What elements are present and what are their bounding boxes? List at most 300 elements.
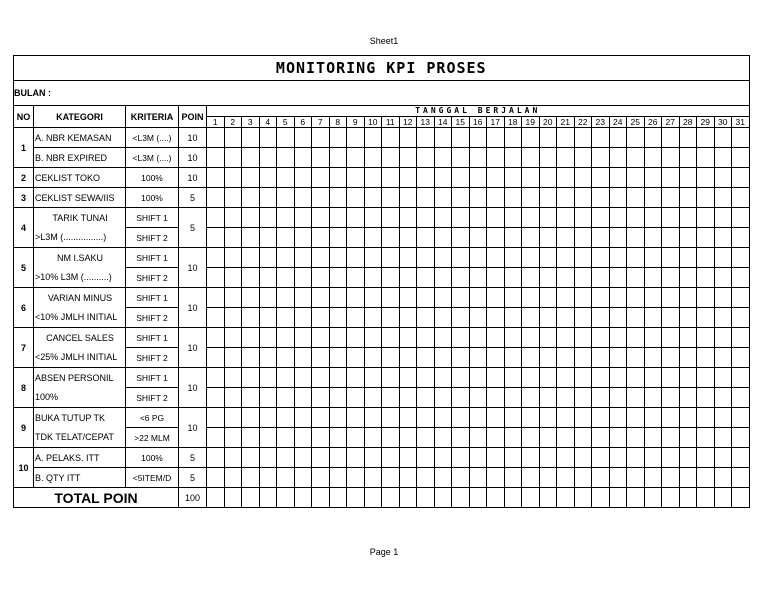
day-entry-cell[interactable] <box>697 228 715 248</box>
day-entry-cell[interactable] <box>609 288 627 308</box>
day-entry-cell[interactable] <box>294 228 312 248</box>
day-entry-cell[interactable] <box>644 488 662 508</box>
day-entry-cell[interactable] <box>487 488 505 508</box>
day-entry-cell[interactable] <box>417 468 435 488</box>
day-entry-cell[interactable] <box>382 388 400 408</box>
day-entry-cell[interactable] <box>592 148 610 168</box>
day-entry-cell[interactable] <box>574 308 592 328</box>
day-entry-cell[interactable] <box>487 248 505 268</box>
day-entry-cell[interactable] <box>399 188 417 208</box>
day-entry-cell[interactable] <box>224 428 242 448</box>
day-entry-cell[interactable] <box>679 488 697 508</box>
day-entry-cell[interactable] <box>539 208 557 228</box>
day-entry-cell[interactable] <box>697 448 715 468</box>
day-entry-cell[interactable] <box>224 368 242 388</box>
day-entry-cell[interactable] <box>574 208 592 228</box>
day-entry-cell[interactable] <box>487 208 505 228</box>
day-entry-cell[interactable] <box>364 168 382 188</box>
day-entry-cell[interactable] <box>627 308 645 328</box>
day-entry-cell[interactable] <box>557 328 575 348</box>
day-entry-cell[interactable] <box>469 268 487 288</box>
day-entry-cell[interactable] <box>312 428 330 448</box>
day-entry-cell[interactable] <box>539 308 557 328</box>
day-entry-cell[interactable] <box>312 328 330 348</box>
day-entry-cell[interactable] <box>224 228 242 248</box>
day-entry-cell[interactable] <box>679 388 697 408</box>
day-entry-cell[interactable] <box>557 148 575 168</box>
day-entry-cell[interactable] <box>522 388 540 408</box>
day-entry-cell[interactable] <box>644 328 662 348</box>
day-entry-cell[interactable] <box>662 328 680 348</box>
day-entry-cell[interactable] <box>714 168 732 188</box>
day-entry-cell[interactable] <box>434 408 452 428</box>
day-entry-cell[interactable] <box>469 168 487 188</box>
day-entry-cell[interactable] <box>277 368 295 388</box>
day-entry-cell[interactable] <box>679 248 697 268</box>
day-entry-cell[interactable] <box>662 128 680 148</box>
day-entry-cell[interactable] <box>347 348 365 368</box>
day-entry-cell[interactable] <box>469 448 487 468</box>
day-entry-cell[interactable] <box>452 388 470 408</box>
day-entry-cell[interactable] <box>574 168 592 188</box>
day-entry-cell[interactable] <box>224 308 242 328</box>
day-entry-cell[interactable] <box>697 328 715 348</box>
day-entry-cell[interactable] <box>452 208 470 228</box>
day-entry-cell[interactable] <box>329 268 347 288</box>
day-entry-cell[interactable] <box>644 388 662 408</box>
day-entry-cell[interactable] <box>347 368 365 388</box>
day-entry-cell[interactable] <box>207 268 225 288</box>
day-entry-cell[interactable] <box>364 288 382 308</box>
day-entry-cell[interactable] <box>662 428 680 448</box>
day-entry-cell[interactable] <box>522 448 540 468</box>
day-entry-cell[interactable] <box>504 308 522 328</box>
day-entry-cell[interactable] <box>294 168 312 188</box>
day-entry-cell[interactable] <box>417 188 435 208</box>
day-entry-cell[interactable] <box>627 468 645 488</box>
day-entry-cell[interactable] <box>452 148 470 168</box>
day-entry-cell[interactable] <box>224 288 242 308</box>
day-entry-cell[interactable] <box>364 248 382 268</box>
day-entry-cell[interactable] <box>469 208 487 228</box>
day-entry-cell[interactable] <box>364 468 382 488</box>
day-entry-cell[interactable] <box>434 428 452 448</box>
day-entry-cell[interactable] <box>277 148 295 168</box>
day-entry-cell[interactable] <box>417 448 435 468</box>
day-entry-cell[interactable] <box>382 228 400 248</box>
day-entry-cell[interactable] <box>679 308 697 328</box>
day-entry-cell[interactable] <box>557 168 575 188</box>
day-entry-cell[interactable] <box>504 268 522 288</box>
day-entry-cell[interactable] <box>697 208 715 228</box>
day-entry-cell[interactable] <box>242 408 260 428</box>
day-entry-cell[interactable] <box>487 288 505 308</box>
day-entry-cell[interactable] <box>399 128 417 148</box>
day-entry-cell[interactable] <box>347 388 365 408</box>
day-entry-cell[interactable] <box>557 348 575 368</box>
day-entry-cell[interactable] <box>487 368 505 388</box>
day-entry-cell[interactable] <box>574 368 592 388</box>
day-entry-cell[interactable] <box>714 188 732 208</box>
day-entry-cell[interactable] <box>557 288 575 308</box>
day-entry-cell[interactable] <box>277 188 295 208</box>
day-entry-cell[interactable] <box>487 388 505 408</box>
day-entry-cell[interactable] <box>382 348 400 368</box>
day-entry-cell[interactable] <box>644 308 662 328</box>
day-entry-cell[interactable] <box>277 468 295 488</box>
day-entry-cell[interactable] <box>417 388 435 408</box>
day-entry-cell[interactable] <box>224 168 242 188</box>
day-entry-cell[interactable] <box>364 308 382 328</box>
day-entry-cell[interactable] <box>557 308 575 328</box>
day-entry-cell[interactable] <box>207 368 225 388</box>
day-entry-cell[interactable] <box>259 188 277 208</box>
day-entry-cell[interactable] <box>504 388 522 408</box>
day-entry-cell[interactable] <box>329 128 347 148</box>
day-entry-cell[interactable] <box>539 408 557 428</box>
day-entry-cell[interactable] <box>574 248 592 268</box>
day-entry-cell[interactable] <box>434 128 452 148</box>
day-entry-cell[interactable] <box>644 248 662 268</box>
day-entry-cell[interactable] <box>382 468 400 488</box>
day-entry-cell[interactable] <box>224 208 242 228</box>
day-entry-cell[interactable] <box>224 348 242 368</box>
day-entry-cell[interactable] <box>329 348 347 368</box>
day-entry-cell[interactable] <box>382 428 400 448</box>
day-entry-cell[interactable] <box>347 308 365 328</box>
day-entry-cell[interactable] <box>627 288 645 308</box>
day-entry-cell[interactable] <box>539 348 557 368</box>
day-entry-cell[interactable] <box>644 428 662 448</box>
day-entry-cell[interactable] <box>329 368 347 388</box>
day-entry-cell[interactable] <box>574 128 592 148</box>
day-entry-cell[interactable] <box>382 328 400 348</box>
day-entry-cell[interactable] <box>469 428 487 448</box>
day-entry-cell[interactable] <box>259 468 277 488</box>
day-entry-cell[interactable] <box>609 188 627 208</box>
day-entry-cell[interactable] <box>504 208 522 228</box>
day-entry-cell[interactable] <box>679 428 697 448</box>
day-entry-cell[interactable] <box>539 328 557 348</box>
day-entry-cell[interactable] <box>242 428 260 448</box>
day-entry-cell[interactable] <box>469 308 487 328</box>
day-entry-cell[interactable] <box>207 128 225 148</box>
day-entry-cell[interactable] <box>714 428 732 448</box>
day-entry-cell[interactable] <box>609 468 627 488</box>
day-entry-cell[interactable] <box>347 148 365 168</box>
day-entry-cell[interactable] <box>399 488 417 508</box>
day-entry-cell[interactable] <box>627 348 645 368</box>
day-entry-cell[interactable] <box>417 288 435 308</box>
day-entry-cell[interactable] <box>312 388 330 408</box>
day-entry-cell[interactable] <box>714 228 732 248</box>
day-entry-cell[interactable] <box>487 168 505 188</box>
day-entry-cell[interactable] <box>504 348 522 368</box>
day-entry-cell[interactable] <box>732 488 750 508</box>
day-entry-cell[interactable] <box>592 448 610 468</box>
day-entry-cell[interactable] <box>714 348 732 368</box>
day-entry-cell[interactable] <box>347 248 365 268</box>
day-entry-cell[interactable] <box>434 468 452 488</box>
day-entry-cell[interactable] <box>259 148 277 168</box>
day-entry-cell[interactable] <box>207 468 225 488</box>
day-entry-cell[interactable] <box>347 328 365 348</box>
day-entry-cell[interactable] <box>609 148 627 168</box>
day-entry-cell[interactable] <box>732 408 750 428</box>
day-entry-cell[interactable] <box>277 408 295 428</box>
day-entry-cell[interactable] <box>557 468 575 488</box>
day-entry-cell[interactable] <box>469 188 487 208</box>
day-entry-cell[interactable] <box>382 488 400 508</box>
day-entry-cell[interactable] <box>417 348 435 368</box>
day-entry-cell[interactable] <box>452 268 470 288</box>
day-entry-cell[interactable] <box>539 468 557 488</box>
day-entry-cell[interactable] <box>417 168 435 188</box>
day-entry-cell[interactable] <box>207 428 225 448</box>
day-entry-cell[interactable] <box>522 268 540 288</box>
day-entry-cell[interactable] <box>207 288 225 308</box>
day-entry-cell[interactable] <box>277 288 295 308</box>
day-entry-cell[interactable] <box>487 228 505 248</box>
day-entry-cell[interactable] <box>609 208 627 228</box>
day-entry-cell[interactable] <box>347 208 365 228</box>
day-entry-cell[interactable] <box>732 448 750 468</box>
day-entry-cell[interactable] <box>539 268 557 288</box>
day-entry-cell[interactable] <box>382 248 400 268</box>
day-entry-cell[interactable] <box>627 388 645 408</box>
day-entry-cell[interactable] <box>662 228 680 248</box>
day-entry-cell[interactable] <box>364 228 382 248</box>
day-entry-cell[interactable] <box>679 448 697 468</box>
day-entry-cell[interactable] <box>592 188 610 208</box>
day-entry-cell[interactable] <box>592 228 610 248</box>
day-entry-cell[interactable] <box>382 308 400 328</box>
day-entry-cell[interactable] <box>207 408 225 428</box>
day-entry-cell[interactable] <box>277 448 295 468</box>
day-entry-cell[interactable] <box>662 208 680 228</box>
day-entry-cell[interactable] <box>294 368 312 388</box>
day-entry-cell[interactable] <box>277 348 295 368</box>
day-entry-cell[interactable] <box>574 388 592 408</box>
day-entry-cell[interactable] <box>312 248 330 268</box>
day-entry-cell[interactable] <box>382 168 400 188</box>
day-entry-cell[interactable] <box>277 308 295 328</box>
day-entry-cell[interactable] <box>539 448 557 468</box>
day-entry-cell[interactable] <box>644 228 662 248</box>
day-entry-cell[interactable] <box>329 148 347 168</box>
day-entry-cell[interactable] <box>417 428 435 448</box>
day-entry-cell[interactable] <box>592 348 610 368</box>
day-entry-cell[interactable] <box>347 168 365 188</box>
day-entry-cell[interactable] <box>312 228 330 248</box>
day-entry-cell[interactable] <box>452 248 470 268</box>
day-entry-cell[interactable] <box>644 268 662 288</box>
day-entry-cell[interactable] <box>522 468 540 488</box>
day-entry-cell[interactable] <box>294 388 312 408</box>
day-entry-cell[interactable] <box>312 408 330 428</box>
day-entry-cell[interactable] <box>207 488 225 508</box>
day-entry-cell[interactable] <box>592 368 610 388</box>
day-entry-cell[interactable] <box>417 228 435 248</box>
day-entry-cell[interactable] <box>609 368 627 388</box>
day-entry-cell[interactable] <box>539 128 557 148</box>
day-entry-cell[interactable] <box>504 448 522 468</box>
day-entry-cell[interactable] <box>382 408 400 428</box>
day-entry-cell[interactable] <box>364 128 382 148</box>
day-entry-cell[interactable] <box>347 408 365 428</box>
day-entry-cell[interactable] <box>242 328 260 348</box>
day-entry-cell[interactable] <box>574 448 592 468</box>
day-entry-cell[interactable] <box>399 348 417 368</box>
day-entry-cell[interactable] <box>259 308 277 328</box>
day-entry-cell[interactable] <box>277 208 295 228</box>
day-entry-cell[interactable] <box>452 468 470 488</box>
day-entry-cell[interactable] <box>347 128 365 148</box>
day-entry-cell[interactable] <box>382 148 400 168</box>
day-entry-cell[interactable] <box>294 128 312 148</box>
day-entry-cell[interactable] <box>312 208 330 228</box>
day-entry-cell[interactable] <box>504 468 522 488</box>
day-entry-cell[interactable] <box>644 448 662 468</box>
day-entry-cell[interactable] <box>504 328 522 348</box>
day-entry-cell[interactable] <box>697 488 715 508</box>
day-entry-cell[interactable] <box>399 208 417 228</box>
day-entry-cell[interactable] <box>347 468 365 488</box>
day-entry-cell[interactable] <box>224 488 242 508</box>
day-entry-cell[interactable] <box>294 308 312 328</box>
day-entry-cell[interactable] <box>434 208 452 228</box>
day-entry-cell[interactable] <box>732 168 750 188</box>
day-entry-cell[interactable] <box>662 188 680 208</box>
day-entry-cell[interactable] <box>522 248 540 268</box>
day-entry-cell[interactable] <box>259 168 277 188</box>
day-entry-cell[interactable] <box>539 388 557 408</box>
day-entry-cell[interactable] <box>609 428 627 448</box>
day-entry-cell[interactable] <box>452 408 470 428</box>
day-entry-cell[interactable] <box>557 228 575 248</box>
day-entry-cell[interactable] <box>399 368 417 388</box>
day-entry-cell[interactable] <box>399 408 417 428</box>
day-entry-cell[interactable] <box>732 368 750 388</box>
day-entry-cell[interactable] <box>277 228 295 248</box>
day-entry-cell[interactable] <box>557 268 575 288</box>
day-entry-cell[interactable] <box>364 188 382 208</box>
day-entry-cell[interactable] <box>487 448 505 468</box>
day-entry-cell[interactable] <box>382 188 400 208</box>
day-entry-cell[interactable] <box>697 288 715 308</box>
day-entry-cell[interactable] <box>294 348 312 368</box>
day-entry-cell[interactable] <box>329 328 347 348</box>
day-entry-cell[interactable] <box>504 428 522 448</box>
day-entry-cell[interactable] <box>644 148 662 168</box>
day-entry-cell[interactable] <box>294 488 312 508</box>
day-entry-cell[interactable] <box>347 288 365 308</box>
day-entry-cell[interactable] <box>609 388 627 408</box>
day-entry-cell[interactable] <box>417 208 435 228</box>
day-entry-cell[interactable] <box>452 228 470 248</box>
day-entry-cell[interactable] <box>662 488 680 508</box>
day-entry-cell[interactable] <box>697 388 715 408</box>
day-entry-cell[interactable] <box>522 408 540 428</box>
day-entry-cell[interactable] <box>329 468 347 488</box>
day-entry-cell[interactable] <box>609 268 627 288</box>
day-entry-cell[interactable] <box>557 488 575 508</box>
day-entry-cell[interactable] <box>224 408 242 428</box>
day-entry-cell[interactable] <box>242 348 260 368</box>
day-entry-cell[interactable] <box>627 368 645 388</box>
day-entry-cell[interactable] <box>382 128 400 148</box>
day-entry-cell[interactable] <box>697 348 715 368</box>
day-entry-cell[interactable] <box>627 448 645 468</box>
day-entry-cell[interactable] <box>329 448 347 468</box>
day-entry-cell[interactable] <box>312 488 330 508</box>
day-entry-cell[interactable] <box>662 388 680 408</box>
day-entry-cell[interactable] <box>662 308 680 328</box>
day-entry-cell[interactable] <box>207 148 225 168</box>
day-entry-cell[interactable] <box>487 428 505 448</box>
day-entry-cell[interactable] <box>627 228 645 248</box>
day-entry-cell[interactable] <box>644 168 662 188</box>
day-entry-cell[interactable] <box>399 228 417 248</box>
day-entry-cell[interactable] <box>574 228 592 248</box>
day-entry-cell[interactable] <box>487 308 505 328</box>
day-entry-cell[interactable] <box>714 208 732 228</box>
day-entry-cell[interactable] <box>242 188 260 208</box>
day-entry-cell[interactable] <box>417 148 435 168</box>
day-entry-cell[interactable] <box>644 128 662 148</box>
day-entry-cell[interactable] <box>627 188 645 208</box>
day-entry-cell[interactable] <box>504 148 522 168</box>
day-entry-cell[interactable] <box>487 408 505 428</box>
day-entry-cell[interactable] <box>644 348 662 368</box>
day-entry-cell[interactable] <box>207 228 225 248</box>
day-entry-cell[interactable] <box>592 428 610 448</box>
day-entry-cell[interactable] <box>522 348 540 368</box>
day-entry-cell[interactable] <box>609 128 627 148</box>
day-entry-cell[interactable] <box>242 148 260 168</box>
day-entry-cell[interactable] <box>207 168 225 188</box>
day-entry-cell[interactable] <box>277 328 295 348</box>
day-entry-cell[interactable] <box>259 228 277 248</box>
day-entry-cell[interactable] <box>609 348 627 368</box>
day-entry-cell[interactable] <box>452 488 470 508</box>
day-entry-cell[interactable] <box>399 148 417 168</box>
day-entry-cell[interactable] <box>714 288 732 308</box>
day-entry-cell[interactable] <box>329 208 347 228</box>
day-entry-cell[interactable] <box>417 128 435 148</box>
day-entry-cell[interactable] <box>609 228 627 248</box>
day-entry-cell[interactable] <box>364 368 382 388</box>
day-entry-cell[interactable] <box>469 288 487 308</box>
day-entry-cell[interactable] <box>574 488 592 508</box>
day-entry-cell[interactable] <box>259 268 277 288</box>
day-entry-cell[interactable] <box>714 248 732 268</box>
day-entry-cell[interactable] <box>312 308 330 328</box>
day-entry-cell[interactable] <box>574 428 592 448</box>
day-entry-cell[interactable] <box>434 268 452 288</box>
day-entry-cell[interactable] <box>364 408 382 428</box>
day-entry-cell[interactable] <box>627 268 645 288</box>
day-entry-cell[interactable] <box>504 408 522 428</box>
day-entry-cell[interactable] <box>452 328 470 348</box>
day-entry-cell[interactable] <box>242 248 260 268</box>
day-entry-cell[interactable] <box>574 188 592 208</box>
day-entry-cell[interactable] <box>312 368 330 388</box>
day-entry-cell[interactable] <box>469 228 487 248</box>
day-entry-cell[interactable] <box>347 188 365 208</box>
day-entry-cell[interactable] <box>574 148 592 168</box>
day-entry-cell[interactable] <box>732 288 750 308</box>
